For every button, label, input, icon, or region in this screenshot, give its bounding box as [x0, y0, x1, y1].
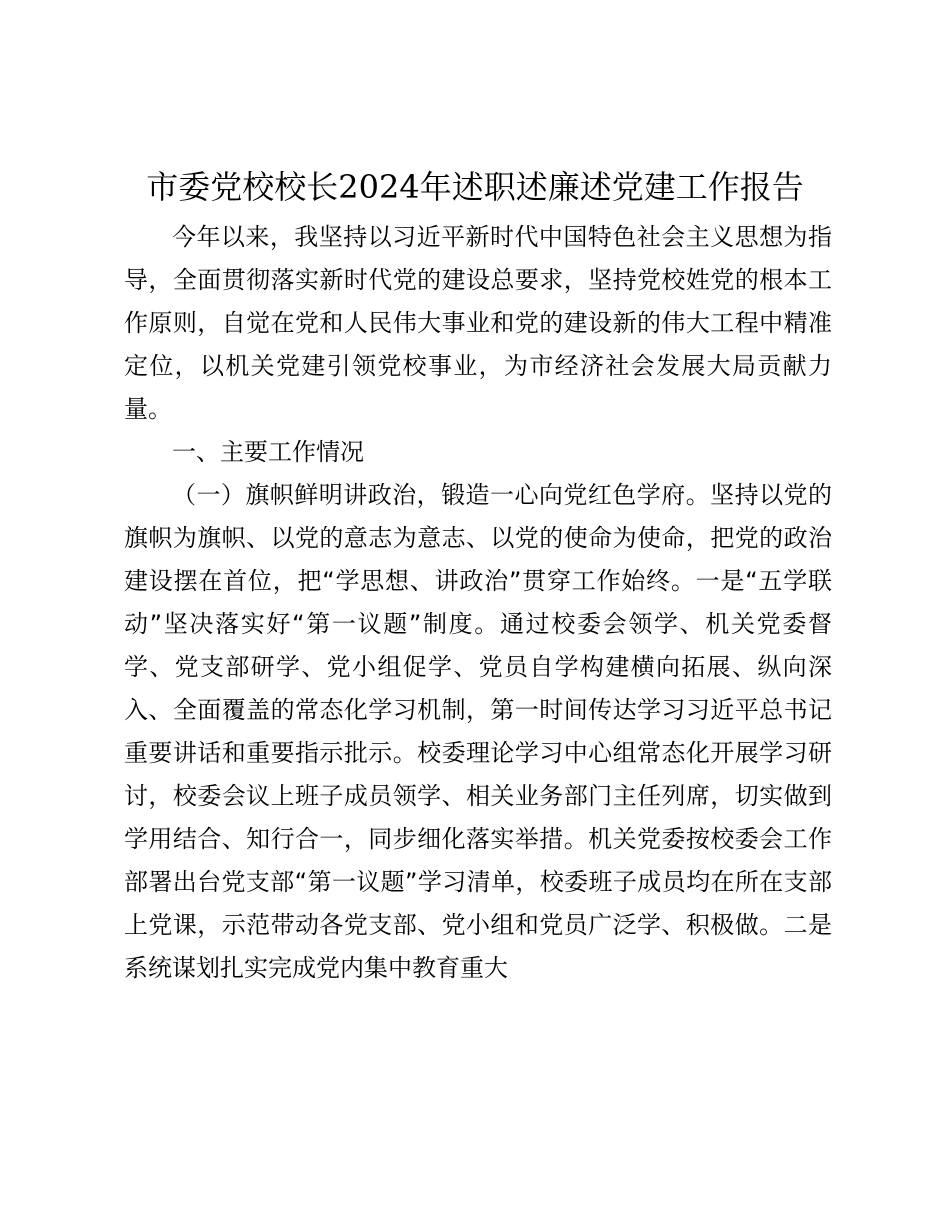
document-title: 市委党校校长2024年述职述廉述党建工作报告: [146, 168, 804, 206]
section-heading: 一、主要工作情况: [172, 438, 364, 466]
section-paragraph: （一）旗帜鲜明讲政治，锻造一心向党红色学府。坚持以党的旗帜为旗帜、以党的意志为意志、以党的使命为使命，把党的政治建设摆在首位，把“学思想、讲政治”贯穿工作始终。一是“五学联动”坚决落实好“第一议题”制度。通过校委会领学、机关党委督学、党支部研学、党小组促学、党员自学构建横向拓展、纵向深入、全面覆盖的常态化学习机制，第一时间传达学习习近平总书记重要讲话和重要指示批示。校委理论学习中心组常态化开展学习研讨，校委会议上班子成员领学、相关业务部门主任列席，切实做到学用结合、知行合一，同步细化落实举措。机关党委按校委会工作部署出台党支部“第一议题”学习清单，校委班子成员均在所在支部上党课，示范带动各党支部、党小组和党员广泛学、积极做。二是系统谋划扎实完成党内集中教育重大: [124, 481, 832, 982]
document-body: [124, 216, 832, 990]
intro-paragraph: 今年以来，我坚持以习近平新时代中国特色社会主义思想为指导，全面贯彻落实新时代党的建设总要求，坚持党校姓党的根本工作原则，自觉在党和人民伟大事业和党的建设新的伟大工程中精准定位，以机关党建引领党校事业，为市经济社会发展大局贡献力量。: [124, 223, 832, 423]
